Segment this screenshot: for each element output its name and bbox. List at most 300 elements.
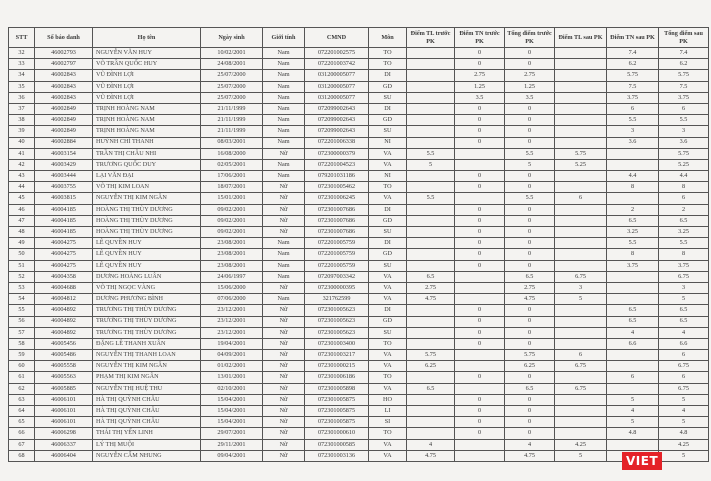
table-row [9, 227, 709, 238]
cell-so-bao-danh: 46002884 [35, 137, 93, 148]
cell-tong-diem-truoc-pk: 0 [505, 215, 555, 226]
cell-stt: 44 [9, 182, 35, 193]
cell-cmnd: 072201005759 [305, 249, 369, 260]
cell-tong-diem-sau-pk: 5.5 [659, 238, 709, 249]
cell-mon: TO [369, 48, 407, 59]
cell-gioi-tinh: Nữ [263, 394, 305, 405]
cell-mon: TO [369, 372, 407, 383]
cell-diem-tl-truoc-pk [407, 406, 455, 417]
cell-cmnd: 072301006186 [305, 372, 369, 383]
cell-cmnd: 321762599 [305, 294, 369, 305]
cell-diem-tn-sau-pk [607, 271, 659, 282]
cell-mon: VA [369, 439, 407, 450]
cell-diem-tl-truoc-pk [407, 215, 455, 226]
cell-ngay-sinh: 13/01/2001 [201, 372, 263, 383]
cell-tong-diem-sau-pk: 6.75 [659, 361, 709, 372]
cell-diem-tn-sau-pk [607, 383, 659, 394]
table-row [9, 81, 709, 92]
cell-gioi-tinh: Nam [263, 103, 305, 114]
cell-diem-tl-truoc-pk [407, 204, 455, 215]
cell-diem-tn-sau-pk: 6.2 [607, 59, 659, 70]
cell-tong-diem-sau-pk: 6 [659, 193, 709, 204]
cell-diem-tn-sau-pk [607, 439, 659, 450]
cell-diem-tn-truoc-pk [455, 271, 505, 282]
table-header-row [9, 28, 709, 48]
column-header-diem-tn-truoc-pk: Điểm TN trước PK [455, 28, 505, 48]
cell-gioi-tinh: Nữ [263, 182, 305, 193]
cell-stt: 48 [9, 227, 35, 238]
cell-cmnd: 072301005875 [305, 406, 369, 417]
cell-so-bao-danh: 46004185 [35, 215, 93, 226]
cell-cmnd: 072099002643 [305, 115, 369, 126]
cell-diem-tl-sau-pk [555, 428, 607, 439]
cell-ho-ten: HUỲNH CHÍ THANH [93, 137, 201, 148]
cell-diem-tl-truoc-pk [407, 92, 455, 103]
cell-gioi-tinh: Nữ [263, 350, 305, 361]
cell-tong-diem-truoc-pk: 0 [505, 327, 555, 338]
cell-diem-tl-truoc-pk [407, 428, 455, 439]
cell-cmnd: 072301003217 [305, 350, 369, 361]
column-header-stt: STT [9, 28, 35, 48]
cell-diem-tn-sau-pk: 6.6 [607, 338, 659, 349]
table-row [9, 350, 709, 361]
cell-cmnd: 072301005623 [305, 316, 369, 327]
cell-mon: SU [369, 227, 407, 238]
cell-mon: TO [369, 338, 407, 349]
cell-diem-tn-sau-pk: 6 [607, 103, 659, 114]
cell-stt: 61 [9, 372, 35, 383]
column-header-diem-tl-truoc-pk: Điểm TL trước PK [407, 28, 455, 48]
cell-ngay-sinh: 29/07/2001 [201, 428, 263, 439]
cell-diem-tn-truoc-pk [455, 148, 505, 159]
cell-tong-diem-sau-pk: 3.25 [659, 227, 709, 238]
cell-diem-tn-truoc-pk: 0 [455, 48, 505, 59]
cell-diem-tn-sau-pk: 5.5 [607, 115, 659, 126]
cell-cmnd: 072099002643 [305, 103, 369, 114]
cell-cmnd: 072301007686 [305, 204, 369, 215]
cell-gioi-tinh: Nam [263, 70, 305, 81]
cell-diem-tl-truoc-pk [407, 137, 455, 148]
cell-diem-tn-sau-pk: 3.75 [607, 260, 659, 271]
cell-tong-diem-truoc-pk: 0 [505, 316, 555, 327]
cell-diem-tn-truoc-pk: 0 [455, 182, 505, 193]
cell-diem-tn-truoc-pk: 0 [455, 103, 505, 114]
cell-diem-tn-truoc-pk: 0 [455, 305, 505, 316]
cell-stt: 54 [9, 294, 35, 305]
cell-diem-tn-sau-pk: 8 [607, 182, 659, 193]
cell-stt: 59 [9, 350, 35, 361]
column-header-diem-tn-sau-pk: Điểm TN sau PK [607, 28, 659, 48]
cell-tong-diem-truoc-pk: 5.5 [505, 148, 555, 159]
cell-stt: 50 [9, 249, 35, 260]
cell-tong-diem-truoc-pk: 0 [505, 338, 555, 349]
cell-diem-tl-truoc-pk: 6.5 [407, 383, 455, 394]
cell-diem-tl-truoc-pk [407, 372, 455, 383]
cell-ho-ten: THÁI THỊ YẾN LINH [93, 428, 201, 439]
cell-diem-tn-sau-pk: 5.5 [607, 238, 659, 249]
cell-ho-ten: TRƯƠNG THỊ THÙY DƯƠNG [93, 327, 201, 338]
cell-diem-tl-sau-pk [555, 327, 607, 338]
cell-ngay-sinh: 23/08/2001 [201, 249, 263, 260]
cell-diem-tl-truoc-pk [407, 48, 455, 59]
cell-diem-tl-sau-pk [555, 126, 607, 137]
cell-tong-diem-truoc-pk: 4.75 [505, 450, 555, 461]
cell-so-bao-danh: 46003815 [35, 193, 93, 204]
cell-diem-tn-sau-pk [607, 294, 659, 305]
cell-ho-ten: VŨ ĐÌNH LỢI [93, 81, 201, 92]
cell-so-bao-danh: 46004892 [35, 316, 93, 327]
cell-diem-tn-sau-pk [607, 361, 659, 372]
cell-ngay-sinh: 02/05/2001 [201, 159, 263, 170]
cell-gioi-tinh: Nữ [263, 361, 305, 372]
cell-tong-diem-truoc-pk: 3.5 [505, 92, 555, 103]
cell-so-bao-danh: 46006101 [35, 406, 93, 417]
cell-diem-tn-truoc-pk: 0 [455, 417, 505, 428]
cell-stt: 67 [9, 439, 35, 450]
cell-diem-tn-sau-pk: 5 [607, 417, 659, 428]
cell-diem-tn-truoc-pk: 3.5 [455, 92, 505, 103]
cell-diem-tl-sau-pk [555, 316, 607, 327]
cell-ngay-sinh: 09/02/2001 [201, 204, 263, 215]
cell-ho-ten: TRỊNH HOÀNG NAM [93, 126, 201, 137]
cell-stt: 33 [9, 59, 35, 70]
cell-cmnd: 072301000585 [305, 439, 369, 450]
cell-diem-tl-truoc-pk: 5.5 [407, 193, 455, 204]
cell-cmnd: 072301005875 [305, 417, 369, 428]
cell-tong-diem-sau-pk: 6.2 [659, 59, 709, 70]
table-row [9, 171, 709, 182]
cell-ngay-sinh: 29/11/2001 [201, 439, 263, 450]
cell-diem-tl-sau-pk: 6.75 [555, 383, 607, 394]
table-row [9, 428, 709, 439]
cell-gioi-tinh: Nam [263, 137, 305, 148]
cell-diem-tl-truoc-pk: 4.75 [407, 294, 455, 305]
cell-diem-tl-truoc-pk: 6.5 [407, 271, 455, 282]
cell-gioi-tinh: Nữ [263, 417, 305, 428]
cell-ngay-sinh: 07/06/2000 [201, 294, 263, 305]
table-row [9, 215, 709, 226]
cell-ngay-sinh: 15/04/2001 [201, 406, 263, 417]
cell-cmnd: 072301006245 [305, 193, 369, 204]
cell-gioi-tinh: Nữ [263, 439, 305, 450]
cell-stt: 39 [9, 126, 35, 137]
cell-stt: 42 [9, 159, 35, 170]
cell-tong-diem-sau-pk: 3.6 [659, 137, 709, 148]
cell-diem-tl-truoc-pk: 5.75 [407, 350, 455, 361]
cell-mon: GD [369, 316, 407, 327]
cell-tong-diem-sau-pk: 5 [659, 394, 709, 405]
cell-diem-tl-truoc-pk: 6.25 [407, 361, 455, 372]
cell-so-bao-danh: 46005486 [35, 350, 93, 361]
cell-mon: NI [369, 137, 407, 148]
cell-ngay-sinh: 04/09/2001 [201, 350, 263, 361]
cell-ho-ten: VŨ ĐÌNH LỢI [93, 92, 201, 103]
table-row [9, 327, 709, 338]
cell-so-bao-danh: 46004275 [35, 238, 93, 249]
cell-mon: NI [369, 171, 407, 182]
table-row [9, 394, 709, 405]
cell-mon: DI [369, 70, 407, 81]
cell-tong-diem-sau-pk: 7.4 [659, 48, 709, 59]
cell-diem-tl-sau-pk [555, 372, 607, 383]
cell-diem-tl-sau-pk [555, 417, 607, 428]
cell-gioi-tinh: Nữ [263, 215, 305, 226]
column-header-mon: Môn [369, 28, 407, 48]
cell-cmnd: 072301005623 [305, 327, 369, 338]
cell-cmnd: 072301000610 [305, 428, 369, 439]
cell-diem-tl-sau-pk [555, 48, 607, 59]
cell-tong-diem-truoc-pk: 0 [505, 126, 555, 137]
cell-stt: 62 [9, 383, 35, 394]
cell-ngay-sinh: 01/02/2001 [201, 361, 263, 372]
table-body [9, 48, 709, 462]
cell-stt: 46 [9, 204, 35, 215]
cell-tong-diem-truoc-pk: 2.75 [505, 282, 555, 293]
cell-diem-tl-truoc-pk: 5 [407, 159, 455, 170]
cell-stt: 68 [9, 450, 35, 461]
cell-gioi-tinh: Nam [263, 238, 305, 249]
cell-diem-tl-sau-pk [555, 394, 607, 405]
cell-ngay-sinh: 15/06/2000 [201, 282, 263, 293]
cell-ngay-sinh: 23/12/2001 [201, 327, 263, 338]
cell-mon: DI [369, 305, 407, 316]
cell-stt: 35 [9, 81, 35, 92]
cell-diem-tl-sau-pk [555, 406, 607, 417]
cell-tong-diem-truoc-pk: 0 [505, 406, 555, 417]
cell-diem-tl-sau-pk [555, 81, 607, 92]
cell-diem-tn-truoc-pk: 0 [455, 406, 505, 417]
cell-mon: TO [369, 428, 407, 439]
cell-mon: SU [369, 260, 407, 271]
cell-diem-tl-truoc-pk [407, 59, 455, 70]
column-header-diem-tl-sau-pk: Điểm TL sau PK [555, 28, 607, 48]
cell-tong-diem-sau-pk: 5 [659, 294, 709, 305]
cell-diem-tl-sau-pk [555, 215, 607, 226]
cell-so-bao-danh: 46002843 [35, 70, 93, 81]
cell-tong-diem-sau-pk: 6.75 [659, 383, 709, 394]
cell-diem-tl-sau-pk [555, 305, 607, 316]
cell-ngay-sinh: 25/07/2000 [201, 70, 263, 81]
cell-gioi-tinh: Nữ [263, 204, 305, 215]
cell-stt: 32 [9, 48, 35, 59]
table-row [9, 92, 709, 103]
cell-ho-ten: TRƯƠNG QUỐC DUY [93, 159, 201, 170]
cell-diem-tl-sau-pk [555, 103, 607, 114]
cell-tong-diem-truoc-pk: 0 [505, 59, 555, 70]
cell-diem-tl-sau-pk [555, 171, 607, 182]
cell-diem-tl-sau-pk: 5 [555, 294, 607, 305]
column-header-ho-ten: Họ tên [93, 28, 201, 48]
cell-ho-ten: VÕ TRẦN QUỐC HUY [93, 59, 201, 70]
cell-diem-tn-truoc-pk [455, 350, 505, 361]
cell-ngay-sinh: 21/11/1999 [201, 103, 263, 114]
cell-so-bao-danh: 46002793 [35, 48, 93, 59]
cell-diem-tn-sau-pk: 3.25 [607, 227, 659, 238]
cell-gioi-tinh: Nữ [263, 316, 305, 327]
cell-diem-tn-truoc-pk [455, 282, 505, 293]
cell-ngay-sinh: 23/12/2001 [201, 305, 263, 316]
cell-tong-diem-truoc-pk: 0 [505, 428, 555, 439]
cell-tong-diem-truoc-pk: 6.25 [505, 361, 555, 372]
cell-tong-diem-truoc-pk: 0 [505, 260, 555, 271]
cell-tong-diem-sau-pk: 3.75 [659, 92, 709, 103]
cell-tong-diem-truoc-pk: 5 [505, 159, 555, 170]
cell-diem-tn-truoc-pk [455, 193, 505, 204]
cell-tong-diem-truoc-pk: 0 [505, 417, 555, 428]
cell-ho-ten: LÊ QUYỀN HUY [93, 260, 201, 271]
cell-diem-tl-sau-pk [555, 204, 607, 215]
cell-stt: 40 [9, 137, 35, 148]
cell-gioi-tinh: Nữ [263, 327, 305, 338]
cell-tong-diem-sau-pk: 4 [659, 406, 709, 417]
cell-gioi-tinh: Nữ [263, 227, 305, 238]
cell-diem-tn-truoc-pk: 0 [455, 137, 505, 148]
table-row [9, 103, 709, 114]
cell-diem-tn-sau-pk [607, 350, 659, 361]
table-row [9, 316, 709, 327]
cell-mon: VA [369, 282, 407, 293]
cell-tong-diem-truoc-pk: 0 [505, 182, 555, 193]
cell-diem-tl-truoc-pk [407, 171, 455, 182]
cell-diem-tl-sau-pk: 5 [555, 450, 607, 461]
cell-diem-tn-sau-pk [607, 193, 659, 204]
cell-diem-tn-truoc-pk: 0 [455, 171, 505, 182]
cell-stt: 41 [9, 148, 35, 159]
cell-mon: TO [369, 59, 407, 70]
cell-ho-ten: HOÀNG THỊ THÙY DƯƠNG [93, 204, 201, 215]
cell-cmnd: 031200005077 [305, 70, 369, 81]
cell-tong-diem-truoc-pk: 0 [505, 204, 555, 215]
cell-diem-tl-truoc-pk [407, 316, 455, 327]
table-row [9, 338, 709, 349]
cell-gioi-tinh: Nữ [263, 193, 305, 204]
cell-diem-tn-truoc-pk: 0 [455, 215, 505, 226]
cell-mon: DI [369, 238, 407, 249]
cell-ngay-sinh: 02/10/2001 [201, 383, 263, 394]
cell-diem-tl-sau-pk: 5.75 [555, 148, 607, 159]
cell-diem-tl-truoc-pk [407, 394, 455, 405]
cell-diem-tl-truoc-pk [407, 249, 455, 260]
cell-mon: VA [369, 450, 407, 461]
cell-so-bao-danh: 46002843 [35, 81, 93, 92]
cell-gioi-tinh: Nữ [263, 383, 305, 394]
cell-tong-diem-sau-pk: 5 [659, 417, 709, 428]
cell-ngay-sinh: 17/06/2001 [201, 171, 263, 182]
table-row [9, 271, 709, 282]
cell-ho-ten: TRỊNH HOÀNG NAM [93, 115, 201, 126]
cell-so-bao-danh: 46002849 [35, 126, 93, 137]
cell-stt: 56 [9, 316, 35, 327]
cell-diem-tn-truoc-pk: 0 [455, 238, 505, 249]
cell-tong-diem-sau-pk: 7.5 [659, 81, 709, 92]
cell-cmnd: 031200005077 [305, 81, 369, 92]
table-row [9, 305, 709, 316]
cell-mon: VA [369, 159, 407, 170]
cell-tong-diem-truoc-pk: 0 [505, 394, 555, 405]
cell-cmnd: 072301000215 [305, 361, 369, 372]
cell-ngay-sinh: 23/12/2001 [201, 316, 263, 327]
table-row [9, 193, 709, 204]
cell-stt: 53 [9, 282, 35, 293]
cell-tong-diem-sau-pk: 6 [659, 372, 709, 383]
cell-diem-tn-truoc-pk: 0 [455, 59, 505, 70]
cell-tong-diem-truoc-pk: 5.75 [505, 350, 555, 361]
score-table [8, 27, 709, 462]
table-row [9, 59, 709, 70]
cell-diem-tn-sau-pk: 6.5 [607, 305, 659, 316]
table-row [9, 238, 709, 249]
cell-tong-diem-sau-pk: 4 [659, 327, 709, 338]
cell-stt: 47 [9, 215, 35, 226]
cell-cmnd: 072301007686 [305, 227, 369, 238]
cell-tong-diem-truoc-pk: 0 [505, 115, 555, 126]
cell-diem-tl-sau-pk [555, 92, 607, 103]
cell-ho-ten: HÀ THỊ QUỲNH CHÂU [93, 394, 201, 405]
cell-diem-tl-sau-pk: 4.25 [555, 439, 607, 450]
cell-gioi-tinh: Nữ [263, 338, 305, 349]
cell-cmnd: 072301007686 [305, 215, 369, 226]
cell-so-bao-danh: 46003154 [35, 148, 93, 159]
table-row [9, 137, 709, 148]
cell-so-bao-danh: 46003755 [35, 182, 93, 193]
cell-cmnd: 072201005759 [305, 260, 369, 271]
cell-diem-tn-truoc-pk: 0 [455, 372, 505, 383]
cell-diem-tn-sau-pk: 5 [607, 394, 659, 405]
table-row [9, 48, 709, 59]
cell-diem-tn-sau-pk: 2 [607, 204, 659, 215]
cell-diem-tn-truoc-pk: 0 [455, 327, 505, 338]
cell-cmnd: 072300000379 [305, 148, 369, 159]
cell-ho-ten: DƯƠNG HOÀNG LUÂN [93, 271, 201, 282]
cell-diem-tl-sau-pk: 6.75 [555, 271, 607, 282]
cell-diem-tl-sau-pk [555, 238, 607, 249]
cell-ngay-sinh: 24/08/2001 [201, 59, 263, 70]
cell-tong-diem-truoc-pk: 0 [505, 227, 555, 238]
cell-tong-diem-sau-pk: 8 [659, 249, 709, 260]
table-row [9, 282, 709, 293]
table-row [9, 249, 709, 260]
table-row [9, 148, 709, 159]
table-row [9, 260, 709, 271]
cell-so-bao-danh: 46006298 [35, 428, 93, 439]
cell-tong-diem-truoc-pk: 0 [505, 171, 555, 182]
column-header-tong-diem-sau-pk: Tổng điểm sau PK [659, 28, 709, 48]
cell-diem-tn-sau-pk: 4.8 [607, 428, 659, 439]
cell-tong-diem-truoc-pk: 6.5 [505, 383, 555, 394]
cell-diem-tl-truoc-pk [407, 227, 455, 238]
cell-gioi-tinh: Nam [263, 159, 305, 170]
cell-mon: VA [369, 350, 407, 361]
cell-ho-ten: TRƯƠNG THỊ THÙY DƯƠNG [93, 305, 201, 316]
cell-gioi-tinh: Nam [263, 48, 305, 59]
cell-diem-tn-truoc-pk [455, 294, 505, 305]
cell-ho-ten: TRỊNH HOÀNG NAM [93, 103, 201, 114]
cell-stt: 52 [9, 271, 35, 282]
column-header-cmnd: CMND [305, 28, 369, 48]
cell-ngay-sinh: 16/08/2000 [201, 148, 263, 159]
cell-cmnd: 079201031186 [305, 171, 369, 182]
cell-diem-tn-sau-pk [607, 159, 659, 170]
cell-so-bao-danh: 46004892 [35, 327, 93, 338]
cell-diem-tl-truoc-pk [407, 81, 455, 92]
cell-ho-ten: TRƯƠNG THỊ THÙY DƯƠNG [93, 316, 201, 327]
cell-ngay-sinh: 25/07/2000 [201, 92, 263, 103]
cell-diem-tn-truoc-pk [455, 439, 505, 450]
cell-ho-ten: HOÀNG THỊ THÙY DƯƠNG [93, 227, 201, 238]
cell-diem-tl-truoc-pk: 5.5 [407, 148, 455, 159]
cell-so-bao-danh: 46004275 [35, 260, 93, 271]
cell-diem-tn-truoc-pk [455, 361, 505, 372]
